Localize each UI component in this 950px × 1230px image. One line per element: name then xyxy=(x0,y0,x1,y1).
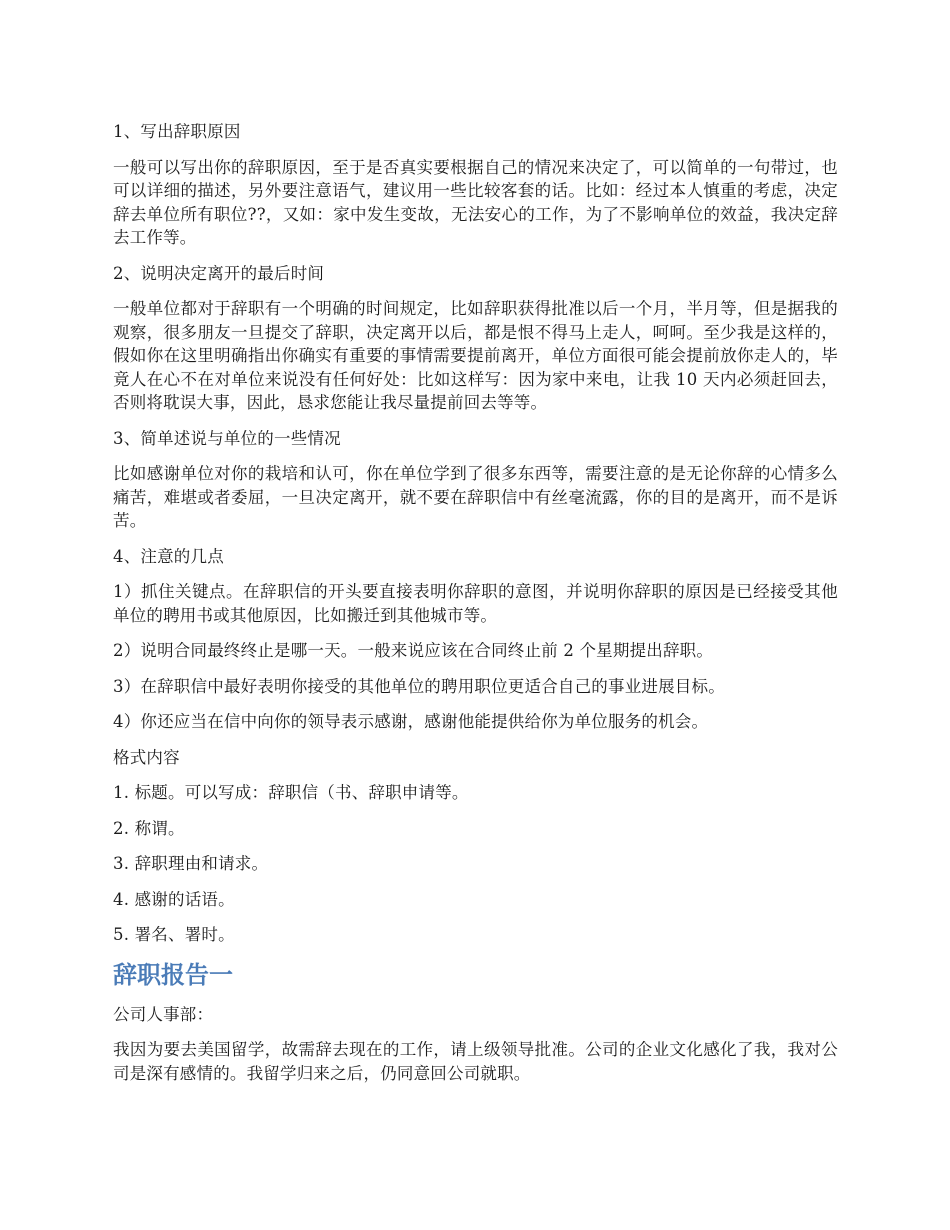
note-item-1: 1）抓住关键点。在辞职信的开头要直接表明你辞职的意图，并说明你辞职的原因是已经接受其他单位的聘用书或其他原因，比如搬迁到其他城市等。 xyxy=(113,582,838,625)
salutation: 公司人事部： xyxy=(113,1004,214,1024)
heading-format: 格式内容 xyxy=(113,747,180,767)
format-item-1: 1. 标题。可以写成：辞职信（书、辞职申请等。 xyxy=(113,783,469,802)
heading-last-time: 2、说明决定离开的最后时间 xyxy=(113,263,325,283)
paragraph-situation: 比如感谢单位对你的栽培和认可，你在单位学到了很多东西等，需要注意的是无论你辞的心情多么痛苦，难堪或者委屈，一旦决定离开，就不要在辞职信中有丝毫流露，你的目的是离开，而不是诉苦。 xyxy=(113,464,838,530)
format-item-4: 4. 感谢的话语。 xyxy=(113,889,235,909)
paragraph-reason: 一般可以写出你的辞职原因，至于是否真实要根据自己的情况来决定了，可以简单的一句带过，也可以详细的描述，另外要注意语气，建议用一些比较客套的话。比如：经过本人慎重的考虑，决定辞去单位所有职位??，又如：家中发生变故，无法安心的工作，为了不影响单位的效益，我决定辞去工作等。 xyxy=(113,157,838,247)
note-item-4: 4）你还应当在信中向你的领导表示感谢，感谢他能提供给你为单位服务的机会。 xyxy=(113,712,709,731)
letter-body: 我因为要去美国留学，故需辞去现在的工作，请上级领导批准。公司的企业文化感化了我，我对公司是深有感情的。我留学归来之后，仍同意回公司就职。 xyxy=(113,1040,838,1083)
heading-notes: 4、注意的几点 xyxy=(113,546,224,566)
heading-reason: 1、写出辞职原因 xyxy=(113,122,241,141)
note-item-2: 2）说明合同最终终止是哪一天。一般来说应该在合同终止前 2 个星期提出辞职。 xyxy=(113,641,714,660)
note-item-3: 3）在辞职信中最好表明你接受的其他单位的聘用职位更适合自己的事业进展目标。 xyxy=(113,676,725,696)
heading-situation: 3、简单述说与单位的一些情况 xyxy=(113,428,341,448)
section-title-report-one: 辞职报告一 xyxy=(113,960,233,989)
paragraph-last-time: 一般单位都对于辞职有一个明确的时间规定，比如辞职获得批准以后一个月，半月等，但是据我的观察，很多朋友一旦提交了辞职，决定离开以后，都是恨不得马上走人，呵呵。至少我是这样的，假如你在这里明确指出你确实有重要的事情需要提前离开，单位方面很可能会提前放你走人的，毕竟人在心不在对单位来说没有任何好处：比如这样写：因为家中来电，让我 10 天内必须赶回去，否则将耽误大事，因此，恳求您能让我尽量提前回去等等。 xyxy=(113,299,838,412)
format-item-2: 2. 称谓。 xyxy=(113,818,185,838)
format-item-5: 5. 署名、署时。 xyxy=(113,925,235,944)
format-item-3: 3. 辞职理由和请求。 xyxy=(113,854,269,873)
document-page xyxy=(113,120,838,1097)
